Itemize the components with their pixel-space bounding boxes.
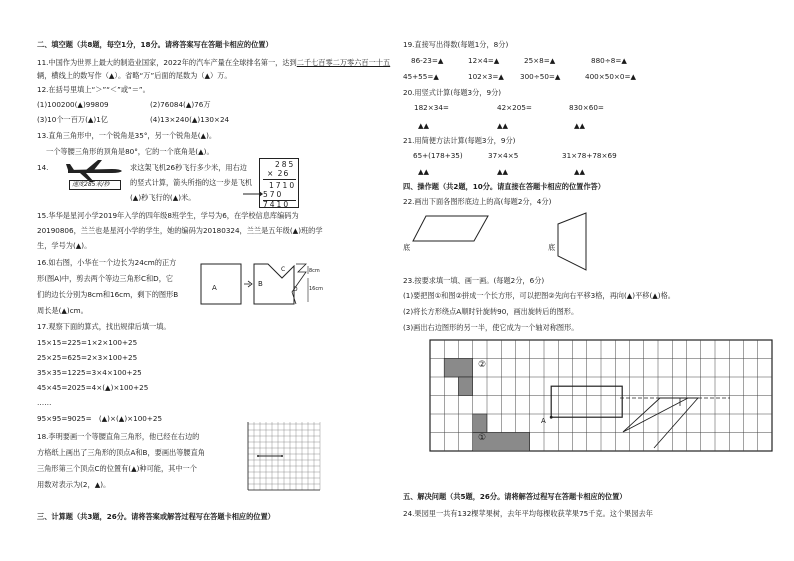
section-4-title: 四、操作题（共2题，10分。请直接在答题卡相应的位置作答）: [403, 182, 605, 191]
q20-mark-2: ▲▲: [497, 121, 509, 130]
question-22: 22.画出下面各图形底边上的高(每题2分，4分): [403, 197, 552, 206]
q21-mark-1: ▲▲: [418, 167, 430, 176]
question-15-b: 20190806，兰兰也是星河小学的学生，她的编码为20180324，兰兰是五年级(▲)班的学: [37, 226, 323, 235]
base-label-2: 底: [548, 243, 556, 252]
small-coordinate-grid: [242, 420, 322, 496]
q21-c1: 65+(178+35): [413, 151, 463, 160]
q12-item-4: (4)13×240(▲)130×24: [150, 115, 230, 124]
calc-row-1: 285: [275, 160, 296, 169]
question-18-c: 三角形第三个顶点C的位置有(▲)种可能，其中一个: [37, 464, 197, 473]
q14-text-b: 的竖式计算，箭头所指的这一步是飞机: [130, 178, 253, 187]
q17-line-3: 35×35=1225=3×4×100+25: [37, 368, 142, 377]
grid-point-a-label: A: [541, 417, 546, 425]
question-20: 20.用竖式计算(每题3分，9分): [403, 88, 502, 97]
q19-r2-c4: 400×50×0=▲: [585, 72, 637, 81]
figure-a-label: A: [212, 284, 217, 292]
q19-r1-c1: 86-23=▲: [411, 56, 444, 65]
q19-r2-c1: 45+55=▲: [403, 72, 439, 81]
section-3-title: 三、计算题（共3题，26分。请将答案或解答过程写在答题卡相应的位置）: [37, 512, 275, 521]
q20-mark-3: ▲▲: [574, 121, 586, 130]
q19-r1-c4: 880÷8=▲: [591, 56, 627, 65]
q20-c2: 42×205=: [497, 103, 532, 112]
figure-c-label: C: [281, 266, 286, 273]
q19-r2-c2: 102×3=▲: [468, 72, 504, 81]
question-16-a: 16.如右图，小华在一个边长为24cm的正方: [37, 258, 177, 267]
q12-item-1: (1)100200(▲)99809: [37, 100, 109, 109]
q17-line-4: 45×45=2025=4×(▲)×100+25: [37, 383, 149, 392]
q19-r1-c2: 12×4=▲: [468, 56, 500, 65]
grid-shape-1-label: ①: [478, 433, 487, 443]
question-15-a: 15.华华是星河小学2019年入学的四年级8班学生，学号为6，在学校信息库编码为: [37, 211, 299, 220]
question-19: 19.直接写出得数(每题1分，8分): [403, 40, 509, 49]
base-label-1: 底: [403, 243, 411, 252]
question-18-a: 18.李明要画一个等腰直角三角形，他已经在右边的: [37, 432, 200, 441]
question-13-a: 13.直角三角形中，一个锐角是35°，另一个锐角是(▲)。: [37, 131, 217, 140]
grid-shape-2-label: ②: [478, 360, 487, 370]
figure-d-label: D: [293, 286, 298, 293]
question-18-b: 方格纸上画出了三角形的顶点A和B，要画出等腰直角: [37, 448, 205, 457]
q23-item-3: (3)画出右边图形的另一半，使它成为一个轴对称图形。: [403, 323, 579, 332]
question-18-d: 用数对表示为(2，▲)。: [37, 480, 111, 489]
figure-8cm-label: 8cm: [309, 268, 320, 274]
q23-item-2: (2)将长方形绕点A顺时针旋转90，画出旋转后的图形。: [403, 307, 579, 316]
question-16-b: 形(图A)中，剪去两个等边三角形C和D，它: [37, 274, 174, 283]
question-24: 24.果园里一共有132棵苹果树，去年平均每棵收获苹果75千克。这个果园去年: [403, 509, 653, 518]
question-13-b: 一个等腰三角形的顶角是80°，它的一个底角是(▲)。: [46, 147, 214, 156]
question-14-number: 14.: [37, 163, 49, 172]
q21-mark-3: ▲▲: [574, 167, 586, 176]
q19-r1-c3: 25×8=▲: [524, 56, 556, 65]
q20-c1: 182×34=: [414, 103, 449, 112]
q17-dots: ……: [37, 398, 52, 407]
question-23: 23.按要求填一填、画一画。(每题2分，6分): [403, 276, 545, 285]
q21-c2: 37×4×5: [488, 151, 519, 160]
question-11-line-2: 辆，横线上的数写作（▲）。省略“万”后面的尾数为（▲）万。: [37, 71, 232, 80]
calc-line-1: [263, 179, 296, 180]
question-21: 21.用简便方法计算(每题3分，9分): [403, 136, 516, 145]
q12-item-2: (2)76084(▲)76万: [150, 100, 211, 109]
q17-line-1: 15×15=225=1×2×100+25: [37, 338, 138, 347]
q19-r2-c3: 300÷50=▲: [520, 72, 561, 81]
calc-row-2: × 26: [267, 169, 290, 178]
calc-row-4: 570: [263, 190, 284, 199]
q14-text-a: 求这架飞机26秒飞行多少米，用右边: [130, 163, 247, 172]
section-5-title: 五、解决问题（共5题，26分。请将解答过程写在答题卡相应的位置）: [403, 492, 627, 501]
trapezoid-figure: [556, 212, 588, 272]
calc-row-5: 7410: [263, 200, 291, 209]
question-11-line-1: [37, 59, 390, 66]
q20-c3: 830×60=: [569, 103, 604, 112]
question-15-c: 生，学号为(▲)。: [37, 241, 92, 250]
arrow-icon: [243, 190, 263, 198]
section-2-title: 二、填空题（共8题，每空1分，18分。请将答案写在答题卡相应的位置）: [37, 40, 273, 49]
parallelogram-figure: [412, 214, 492, 244]
question-12: 12.在括号里填上“＞”“＜”或“＝”。: [37, 85, 150, 94]
q11-underlined: 二千七百零二万零六百一十五: [296, 58, 391, 67]
figure-16cm-label: 16cm: [309, 286, 323, 292]
calc-row-3: 1710: [269, 181, 297, 190]
question-16-c: 们的边长分别为8cm和16cm，剩下的图形B: [37, 290, 179, 299]
q20-mark-1: ▲▲: [418, 121, 430, 130]
q17-line-5: 95×95=9025= (▲)×(▲)×100+25: [37, 414, 163, 423]
q12-item-3: (3)10个一百万(▲)1亿: [37, 115, 108, 124]
q14-text-c: (▲)秒飞行的(▲)米。: [130, 193, 196, 202]
question-17: 17.观察下面的算式，找出规律后填一填。: [37, 322, 171, 331]
speed-label: 速度285米/秒: [72, 181, 110, 188]
q11-text-a: 11.中国作为世界上最大的制造业国家，2022年的汽车产量在全球排名第一，达到: [37, 58, 297, 67]
q21-mark-2: ▲▲: [497, 167, 509, 176]
q23-item-1: (1)要把图①和图②拼成一个长方形，可以把图②先向右平移3格，再向(▲)平移(▲)格。: [403, 291, 675, 300]
figure-b-label: B: [258, 280, 263, 288]
q21-c3: 31×78+78×69: [562, 151, 617, 160]
q17-line-2: 25×25=625=2×3×100+25: [37, 353, 138, 362]
question-16-d: 周长是(▲)cm。: [37, 306, 88, 315]
